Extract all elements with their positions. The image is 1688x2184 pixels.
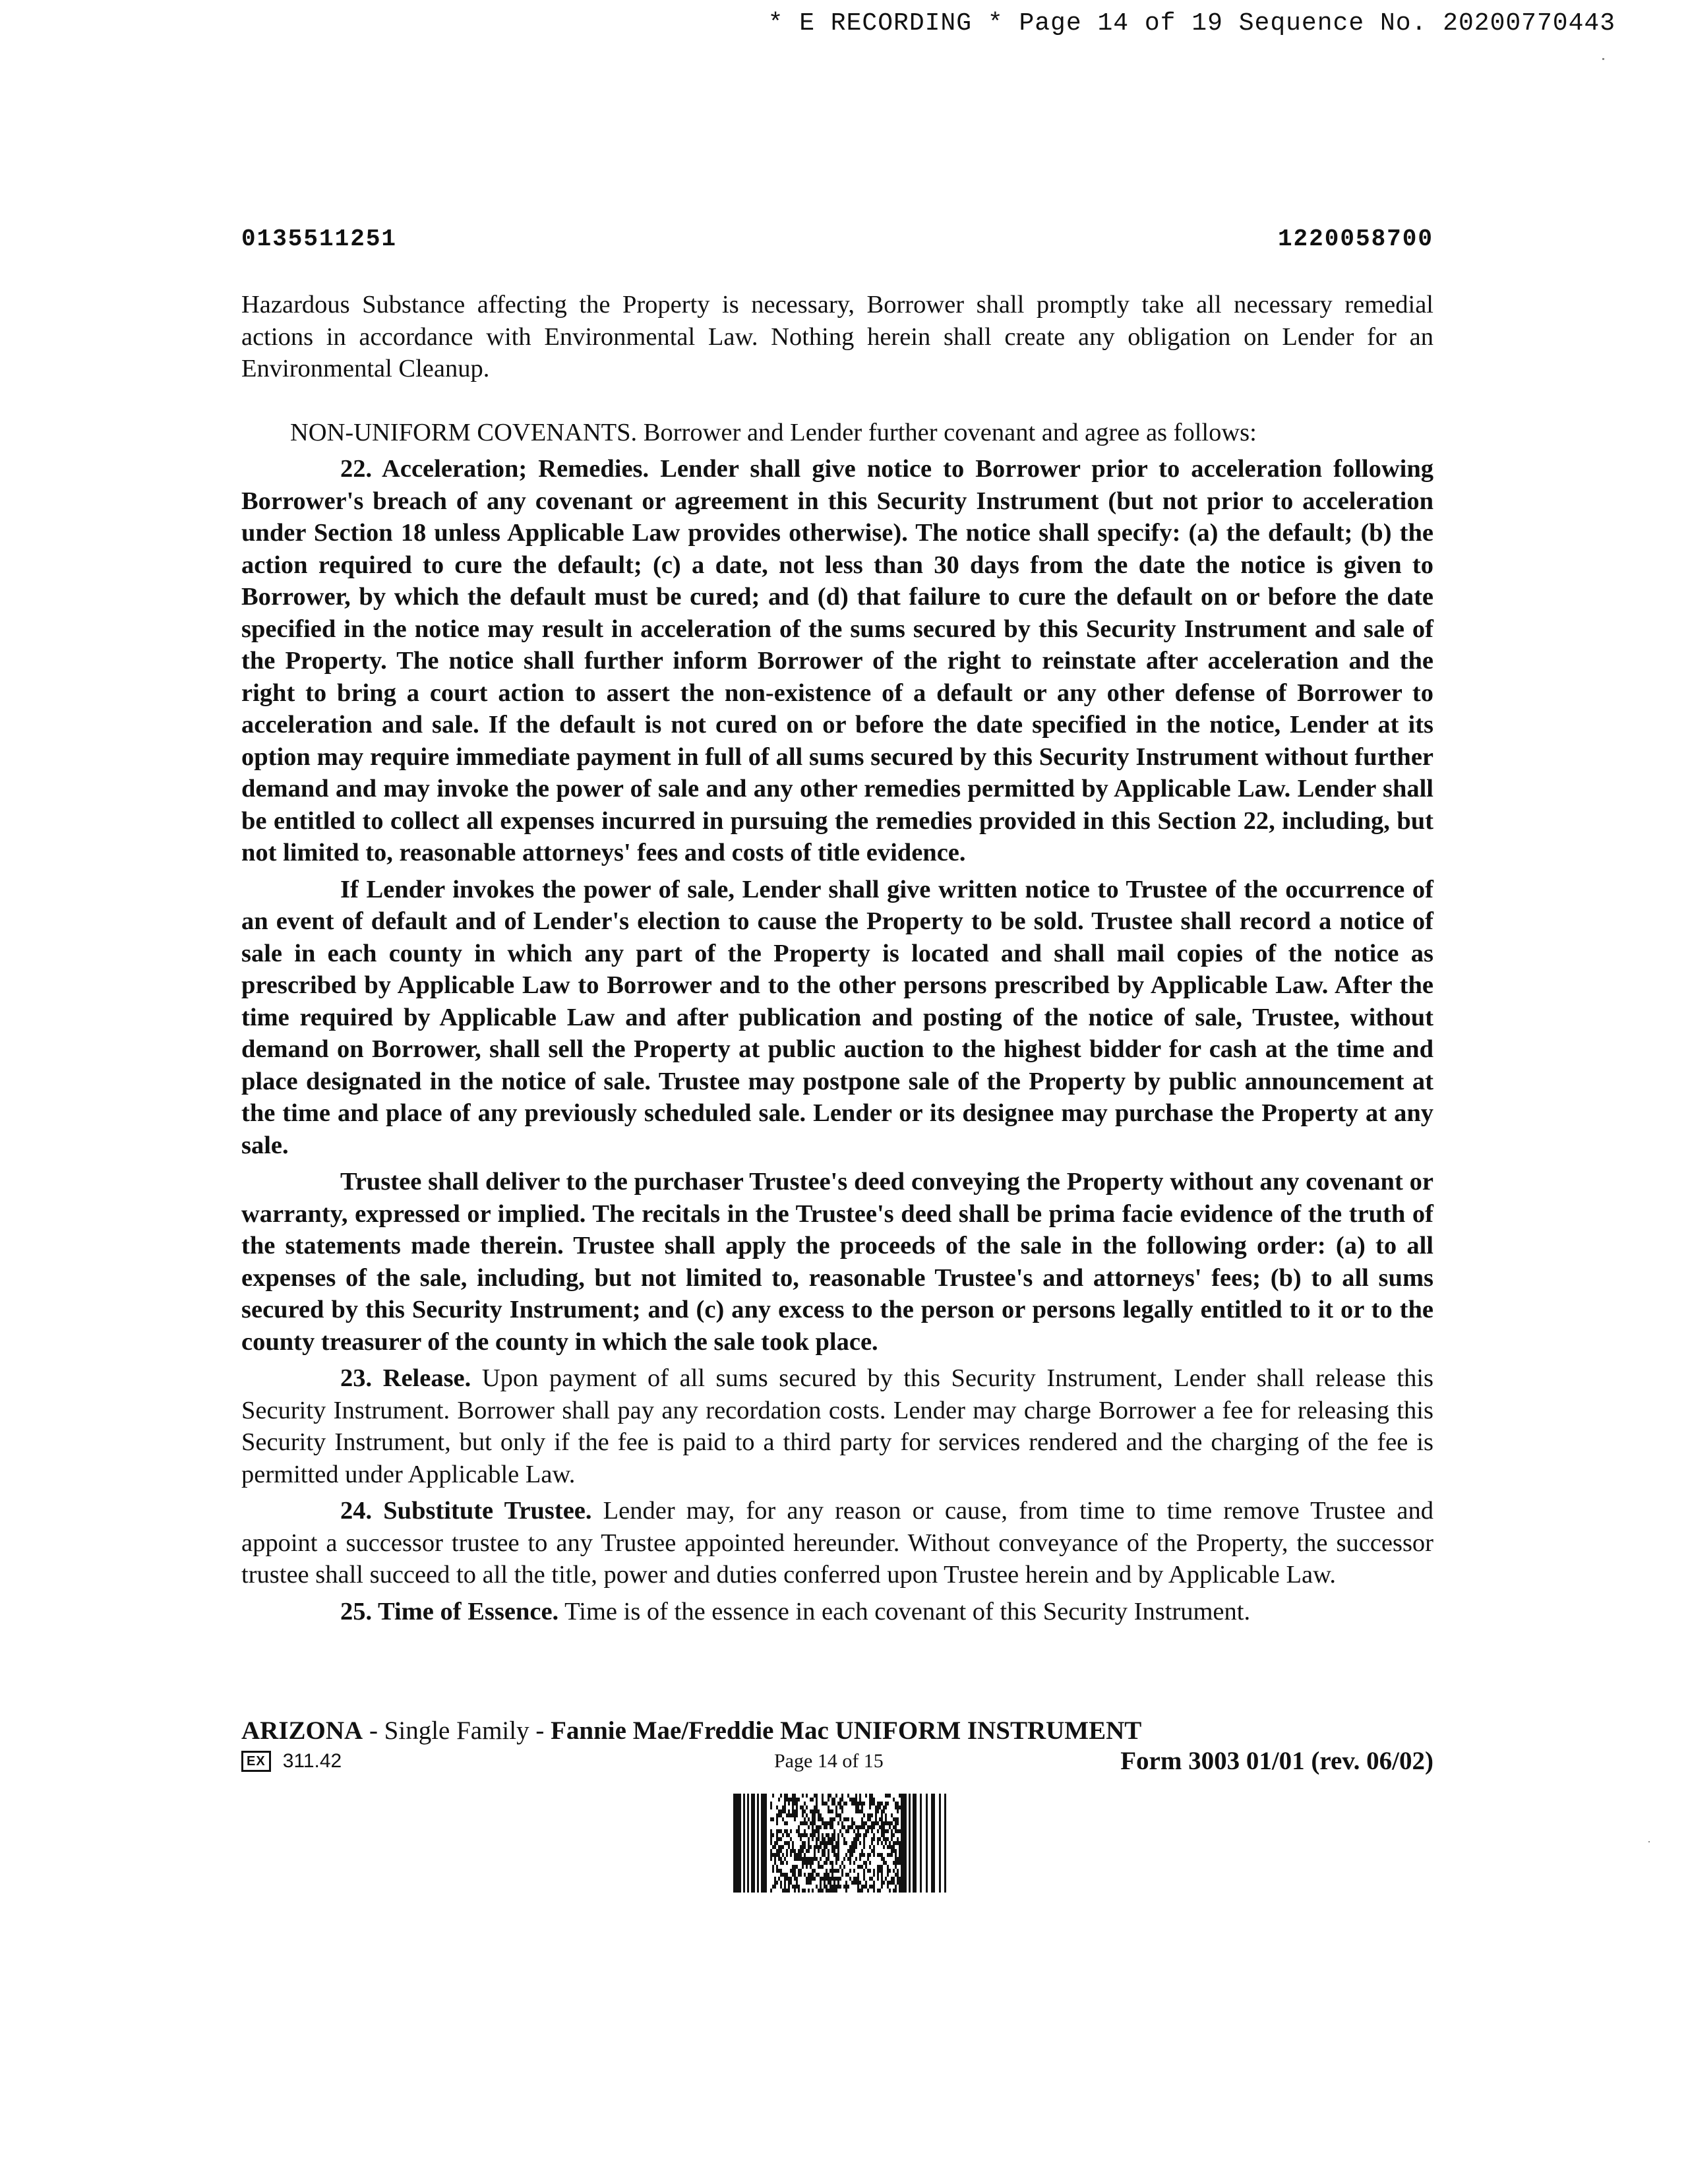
section-23-heading: 23. Release. <box>340 1364 471 1392</box>
ex-logo-icon: EX <box>241 1751 271 1772</box>
section-22-heading: 22. Acceleration; Remedies. <box>340 455 649 483</box>
section-22-power-of-sale: If Lender invokes the power of sale, Lender shall give written notice to Trustee of the occurrence of an event of default and of Lender's election to cause the Property to be sold. Trustee shall record a notice of sale in each county in which any part of the Property is located and shall mail copies of the notice as prescribed by Applicable Law to Borrower and to the other persons prescribed by Applicable Law. After the time required by Applicable Law and after publication and posting of the notice of sale, Trustee, without demand on Borrower, shall sell the Property at public auction to the highest bidder for cash at the time and place designated in the notice of sale. Trustee may postpone sale of the Property by public announcement at the time and place of any previously scheduled sale. Lender or its designee may purchase the Property at any sale. <box>241 875 1433 1159</box>
paragraph-non-uniform-covenants: NON-UNIFORM COVENANTS. Borrower and Lender further covenant and agree as follows: <box>290 418 1257 446</box>
footer-state: ARIZONA <box>241 1716 363 1745</box>
page-number: Page 14 of 15 <box>774 1750 884 1772</box>
paragraph-hazardous-substance: Hazardous Substance affecting the Property is necessary, Borrower shall promptly take all necessary remedial actions in accordance with Environmental Law. Nothing herein shall create any obligation on Lender for an Environmental Cleanup. <box>241 291 1433 382</box>
section-22-trustee-deed: Trustee shall deliver to the purchaser Trustee's deed conveying the Property without any covenant or warranty, expressed or implied. The recitals in the Trustee's deed shall be prima facie evidence of the truth of the statements made therein. Trustee shall apply the proceeds of the sale in the following order: (a) to all expenses of the sale, including, but not limited to, reasonable Trustee's and attorneys' fees; (b) to all sums secured by this Security Instrument; and (c) any excess to the person or persons legally entitled to it or to the county treasurer of the county in which the sale took place. <box>241 1168 1433 1356</box>
section-24-heading: 24. Substitute Trustee. <box>340 1497 592 1525</box>
footer-title <box>241 1716 1141 1745</box>
section-25-text: Time is of the essence in each covenant of this Security Instrument. <box>564 1597 1251 1625</box>
section-25-heading: 25. Time of Essence. <box>340 1597 559 1625</box>
scan-speck <box>1602 58 1604 60</box>
section-25 <box>241 1596 1433 1628</box>
form-code-number: 311.42 <box>282 1750 342 1772</box>
footer-uniform-instrument: Fannie Mae/Freddie Mac UNIFORM INSTRUMENT <box>551 1716 1142 1745</box>
loan-number-left: 0135511251 <box>241 226 398 253</box>
form-number: Form 3003 01/01 (rev. 06/02) <box>1120 1747 1433 1775</box>
pdf417-barcode-icon <box>733 1794 948 1893</box>
scan-speck <box>1648 1841 1650 1842</box>
document-body <box>241 289 1433 1632</box>
section-24 <box>241 1495 1433 1591</box>
footer-row <box>241 1747 1433 1783</box>
form-code <box>241 1750 342 1773</box>
footer-separator: - Single Family - <box>363 1716 551 1745</box>
recording-header: * E RECORDING * Page 14 of 19 Sequence No. 20200770443 <box>768 9 1615 38</box>
loan-number-row <box>241 226 1433 253</box>
section-23-text: Upon payment of all sums secured by this Security Instrument, Lender shall release this Security Instrument. Borrower shall pay any recordation costs. Lender may charge Borrower a fee for releasing this Security Instrument, but only if the fee is paid to a third party for services rendered and the charging of the fee is permitted under Applicable Law. <box>241 1364 1434 1488</box>
section-24-text: Lender may, for any reason or cause, from time to time remove Trustee and appoint a successor trustee to any Trustee appointed hereunder. Without conveyance of the Property, the successor trustee shall succeed to all the title, power and duties conferred upon Trustee herein and by Applicable Law. <box>241 1497 1433 1589</box>
section-22 <box>241 453 1433 869</box>
section-22-text: Lender shall give notice to Borrower prior to acceleration following Borrower's breach of any covenant or agreement in this Security Instrument (but not prior to acceleration under Section 18 unless Applicable Law provides otherwise). The notice shall specify: (a) the default; (b) the action required to cure the default; (c) a date, not less than 30 days from the date the notice is given to Borrower, by which the default must be cured; and (d) that failure to cure the default on or before the date specified in the notice may result in acceleration of the sums secured by this Security Instrument and sale of the Property. The notice shall further inform Borrower of the right to reinstate after acceleration and the right to bring a court action to assert the non-existence of a default or any other defense of Borrower to acceleration and sale. If the default is not cured on or before the date specified in the notice, Lender at its option may require immediate payment in full of all sums secured by this Security Instrument without further demand and may invoke the power of sale and any other remedies permitted by Applicable Law. Lender shall be entitled to collect all expenses incurred in pursuing the remedies provided in this Section 22, including, but not limited to, reasonable attorneys' fees and costs of title evidence. <box>241 455 1434 866</box>
section-23 <box>241 1362 1433 1490</box>
loan-number-right: 1220058700 <box>1277 226 1433 253</box>
